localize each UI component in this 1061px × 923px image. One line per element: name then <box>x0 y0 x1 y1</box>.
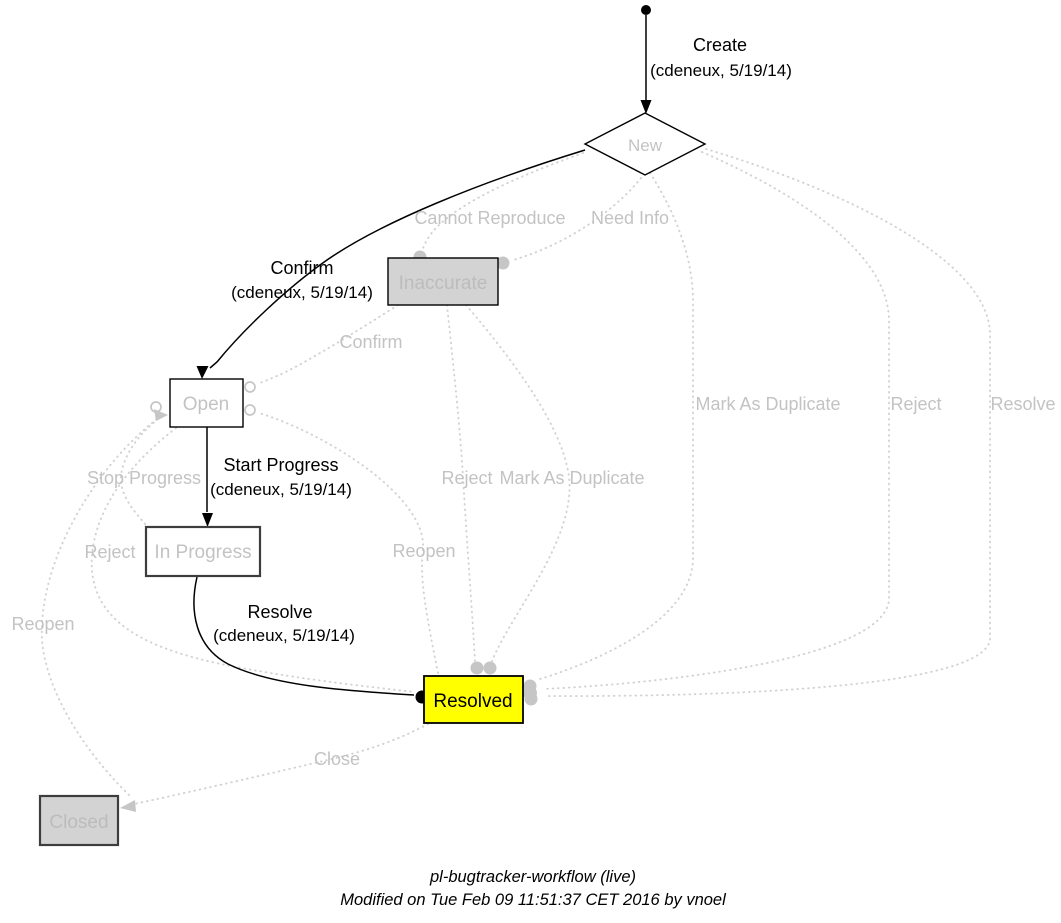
active-edges <box>194 5 652 704</box>
label-create-meta: (cdeneux, 5/19/14) <box>650 61 792 80</box>
node-label-open: Open <box>182 394 230 415</box>
label-close: Close <box>313 749 361 769</box>
arrowhead-open-top <box>197 366 209 379</box>
triangle-arrowhead-closed-right <box>120 800 136 812</box>
label-reopen-mid: Reopen <box>392 541 456 561</box>
label-need-info: Need Info <box>590 208 670 228</box>
node-new <box>585 113 705 175</box>
footer-caption <box>340 868 727 909</box>
dot-arrowhead-resolved-top-1 <box>471 662 484 675</box>
label-resolve-meta: (cdeneux, 5/19/14) <box>213 626 355 645</box>
node-label-inaccurate: Inaccurate <box>398 273 488 294</box>
node-in-progress <box>146 527 260 576</box>
node-label-closed: Closed <box>49 812 109 833</box>
dot-arrowhead-resolved-top-2 <box>484 662 497 675</box>
label-confirm-meta: (cdeneux, 5/19/14) <box>231 283 373 302</box>
label-confirm-inactive: Confirm <box>339 332 403 352</box>
odot-arrowhead-open-right-top <box>245 382 255 392</box>
triangle-arrowhead-open-left <box>154 409 168 421</box>
node-inaccurate <box>388 258 498 305</box>
odot-arrowhead-open-right-bottom <box>245 405 255 415</box>
label-confirm: Confirm <box>270 258 334 278</box>
label-reopen-left: Reopen <box>11 614 75 634</box>
node-label-new: New <box>627 136 663 155</box>
dot-arrowhead-resolved-right-3 <box>525 693 538 706</box>
diagram-title: pl-bugtracker-workflow (live) <box>429 868 637 886</box>
edge-resolve-from-new <box>545 149 990 696</box>
arrowhead-new-top <box>641 100 652 114</box>
start-node <box>641 5 651 15</box>
label-start-progress-meta: (cdeneux, 5/19/14) <box>210 480 352 499</box>
label-cannot-reproduce: Cannot Reproduce <box>414 208 566 228</box>
label-stop-progress: Stop Progress <box>86 468 202 488</box>
label-reject-mid: Reject <box>441 468 493 488</box>
arrowhead-in-progress-top <box>202 513 213 527</box>
label-resolve-right: Resolve <box>990 394 1056 414</box>
edge-mark-as-duplicate-from-new <box>540 173 693 679</box>
label-resolve: Resolve <box>247 602 313 622</box>
edge-close <box>134 724 428 804</box>
node-resolved <box>424 676 523 723</box>
label-mark-as-duplicate-right: Mark As Duplicate <box>695 394 841 414</box>
label-create: Create <box>692 35 748 55</box>
node-label-in-progress: In Progress <box>154 542 252 563</box>
label-start-progress: Start Progress <box>223 455 339 475</box>
node-closed <box>40 796 118 845</box>
node-label-resolved: Resolved <box>433 691 513 712</box>
node-open <box>170 379 243 427</box>
edge-reject-from-new <box>543 152 889 689</box>
label-reject-right: Reject <box>890 394 942 414</box>
label-mark-as-duplicate-mid: Mark As Duplicate <box>499 468 645 488</box>
edge-cannot-reproduce <box>422 153 583 251</box>
diagram-modified-line: Modified on Tue Feb 09 11:51:37 CET 2016 by vnoel <box>340 891 726 909</box>
active-transition-labels <box>210 35 792 645</box>
label-reject-left: Reject <box>84 542 136 562</box>
